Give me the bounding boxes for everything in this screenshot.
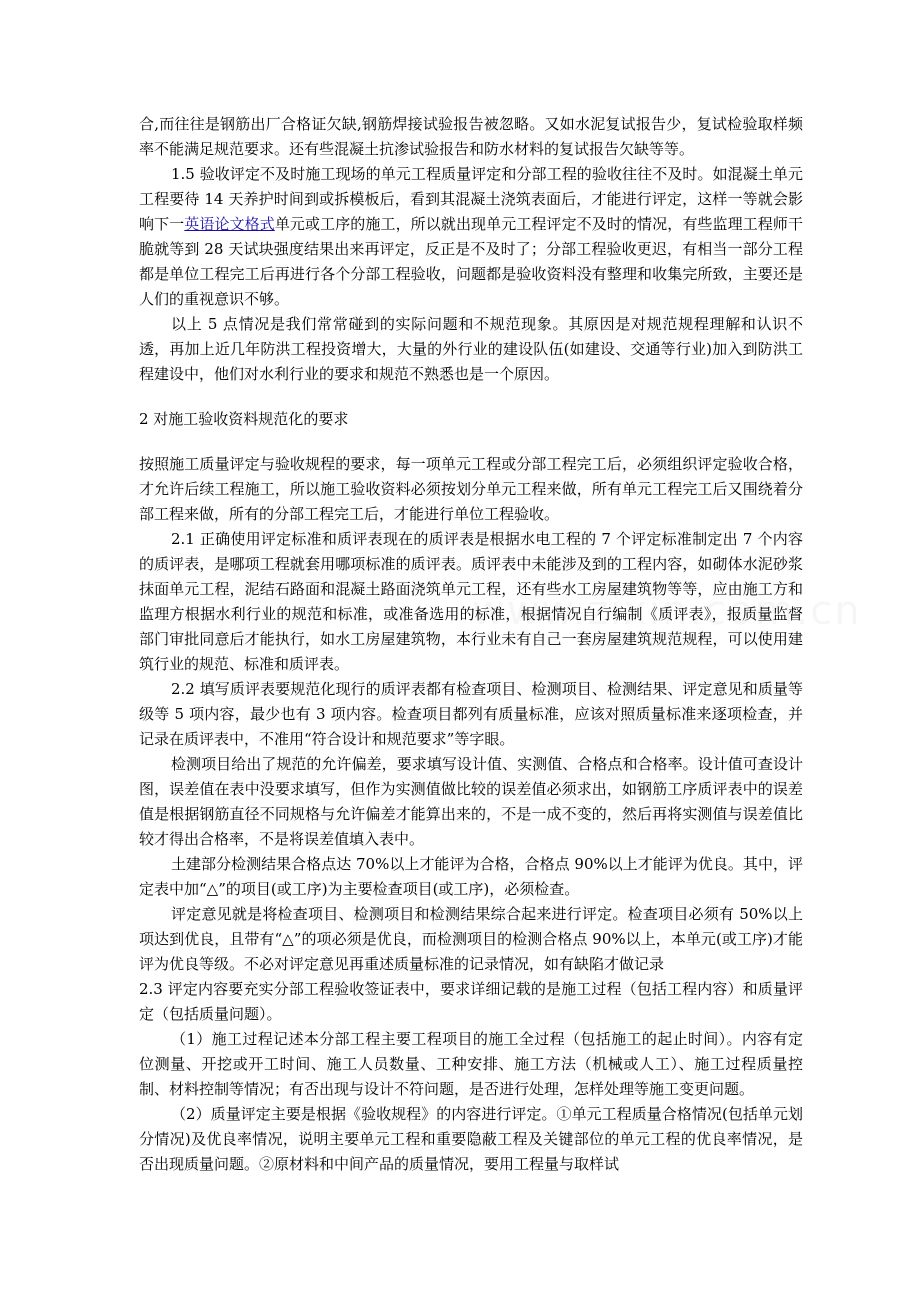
- paragraph-summary-five-points: 以上 5 点情况是我们常常碰到的实际问题和不规范现象。其原因是对规范规程理解和认识不透，再加上近几年防洪工程投资增大，大量的外行业的建设队伍(如建设、交通等行业)加入到防洪工程建设中，他们对水利行业的要求和规范不熟悉也是一个原因。: [139, 315, 803, 383]
- paragraph-section-2-intro: 按照施工质量评定与验收规程的要求，每一项单元工程或分部工程完工后，必须组织评定验收合格，才允许后续工程施工，所以施工验收资料必须按划分单元工程来做，所有单元工程完工后又围绕着分部工程来做，所有的分部工程完工后，才能进行单位工程验收。: [139, 455, 803, 523]
- paragraph-civil-works: 土建部分检测结果合格点达 70%以上才能评为合格，合格点 90%以上才能评为优良。其中，评定表中加“△”的项目(或工序)为主要检查项目(或工序)，必须检查。: [139, 855, 803, 898]
- english-thesis-format-link[interactable]: 英语论文格式: [184, 215, 275, 233]
- paragraph-2-2: 2.2 填写质评表要规范化现行的质评表都有检查项目、检测项目、检测结果、评定意见和质量等级等 5 项内容，最少也有 3 项内容。检查项目都列有质量标准，应该对照质量标准来逐项检查，并记录在质评表中，不准用“符合设计和规范要求”等字眼。: [139, 680, 803, 748]
- document-body: [139, 112, 803, 1177]
- paragraph-2-3: 2.3 评定内容要充实分部工程验收签证表中，要求详细记载的是施工过程（包括工程内容）和质量评定（包括质量问题）。: [139, 980, 803, 1023]
- paragraph-text-after-link: 单元或工序的施工，所以就出现单元工程评定不及时的情况，有些监理工程师干脆就等到 28 天试块强度结果出来再评定，反正是不及时了；分部工程验收更迟，有相当一部分工程都是单位工程完工后再进行各个分部工程验收，问题都是验收资料没有整理和收集完所致，主要还是人们的重视意识不够。: [139, 215, 803, 308]
- paragraph-2-1: 2.1 正确使用评定标准和质评表现在的质评表是根据水电工程的 7 个评定标准制定出 7 个内容的质评表，是哪项工程就套用哪项标准的质评表。质评表中未能涉及到的工程内容，如砌体水泥砂浆抹面单元工程，泥结石路面和混凝土路面浇筑单元工程，还有些水工房屋建筑物等等，应由施工方和监理方根据水利行业的规范和标准，或准备选用的标准，根据情况自行编制《质评表》，报质量监督部门审批同意后才能执行，如水工房屋建筑物，本行业未有自己一套房屋建筑规范规程，可以使用建筑行业的规范、标准和质评表。: [139, 530, 803, 673]
- paragraph-text-before-link: 1.5 验收评定不及时施工现场的单元工程质量评定和分部工程的验收往往不及时。如混凝土单元工程要待 14 天养护时间到或拆模板后，看到其混凝土浇筑表面后，才能进行评定，这样一等就会影响下一: [139, 165, 803, 233]
- paragraph-construction-process: （1）施工过程记述本分部工程主要工程项目的施工全过程（包括施工的起止时间）。内容有定位测量、开挖或开工时间、施工人员数量、工种安排、施工方法（机械或人工）、施工过程质量控制、材料控制等情况；有否出现与设计不符问题，是否进行处理，怎样处理等施工变更问题。: [139, 1030, 803, 1098]
- paragraph-evaluation-opinion: 评定意见就是将检查项目、检测项目和检测结果综合起来进行评定。检查项目必须有 50%以上项达到优良，且带有“△”的项必须是优良，而检测项目的检测合格点 90%以上，本单元(或工序)才能评为优良等级。不必对评定意见再重述质量标准的记录情况，如有缺陷才做记录: [139, 905, 803, 973]
- section-heading-2: 2 对施工验收资料规范化的要求: [139, 410, 349, 428]
- paragraph-1-5-acceptance-delay: [139, 162, 803, 312]
- paragraph-1: 合,而往往是钢筋出厂合格证欠缺,钢筋焊接试验报告被忽略。又如水泥复试报告少，复试检验取样频率不能满足规范要求。还有些混凝土抗渗试验报告和防水材料的复试报告欠缺等等。: [139, 115, 803, 158]
- paragraph-inspection-items: 检测项目给出了规范的允许偏差，要求填写设计值、实测值、合格点和合格率。设计值可查设计图，误差值在表中没要求填写，但作为实测值做比较的误差值必须求出，如钢筋工序质评表中的误差值是根据钢筋直径不同规格与允许偏差才能算出来的，不是一成不变的，然后再将实测值与误差值比较才得出合格率，不是将误差值填入表中。: [139, 755, 803, 848]
- paragraph-quality-evaluation: （2）质量评定主要是根据《验收规程》的内容进行评定。①单元工程质量合格情况(包括单元划分情况)及优良率情况，说明主要单元工程和重要隐蔽工程及关键部位的单元工程的优良率情况，是否出现质量问题。②原材料和中间产品的质量情况，要用工程量与取样试: [139, 1105, 803, 1173]
